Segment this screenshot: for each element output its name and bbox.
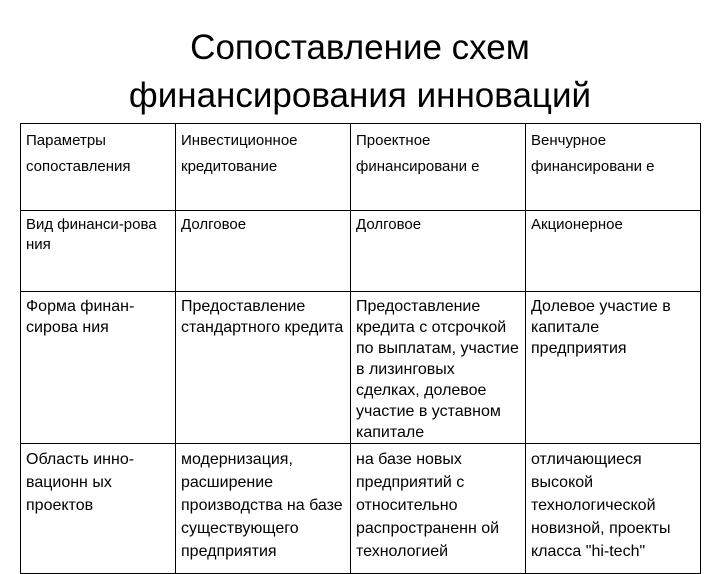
table-cell: модернизация, расширение производства на базе существующего предприятия: [176, 444, 351, 574]
table-cell: Вид финанси-рова ния: [21, 211, 176, 292]
table-row: [21, 444, 701, 574]
table-row: [21, 292, 701, 444]
title-line-1: Сопоставление схем: [190, 28, 530, 67]
header-cell-project-financing: Проектное финансировани е: [351, 124, 526, 211]
comparison-table: [20, 123, 701, 574]
table-header-row: [21, 124, 701, 211]
table-cell: Предоставление стандартного кредита: [176, 292, 351, 444]
table-cell: Форма финан-сирова ния: [21, 292, 176, 444]
table-cell: на базе новых предприятий с относительно распространенн ой технологией: [351, 444, 526, 574]
header-cell-parameters: Параметры сопоставления: [21, 124, 176, 211]
table-cell: Акционерное: [526, 211, 701, 292]
slide-title: [0, 24, 720, 120]
table-cell: Область инно-вационн ых проектов: [21, 444, 176, 574]
table-row: [21, 211, 701, 292]
table-cell: Долговое: [351, 211, 526, 292]
header-cell-investment-lending: Инвестиционное кредитование: [176, 124, 351, 211]
table-cell: Долевое участие в капитале предприятия: [526, 292, 701, 444]
table-cell: Предоставление кредита с отсрочкой по выплатам, участие в лизинговых сделках, долевое участие в уставном капитале: [351, 292, 526, 444]
table-cell: отличающиеся высокой технологической новизной, проекты класса "hi-tech": [526, 444, 701, 574]
table-cell: Долговое: [176, 211, 351, 292]
header-cell-venture-financing: Венчурное финансировани е: [526, 124, 701, 211]
title-line-2: финансирования инноваций: [128, 76, 592, 115]
